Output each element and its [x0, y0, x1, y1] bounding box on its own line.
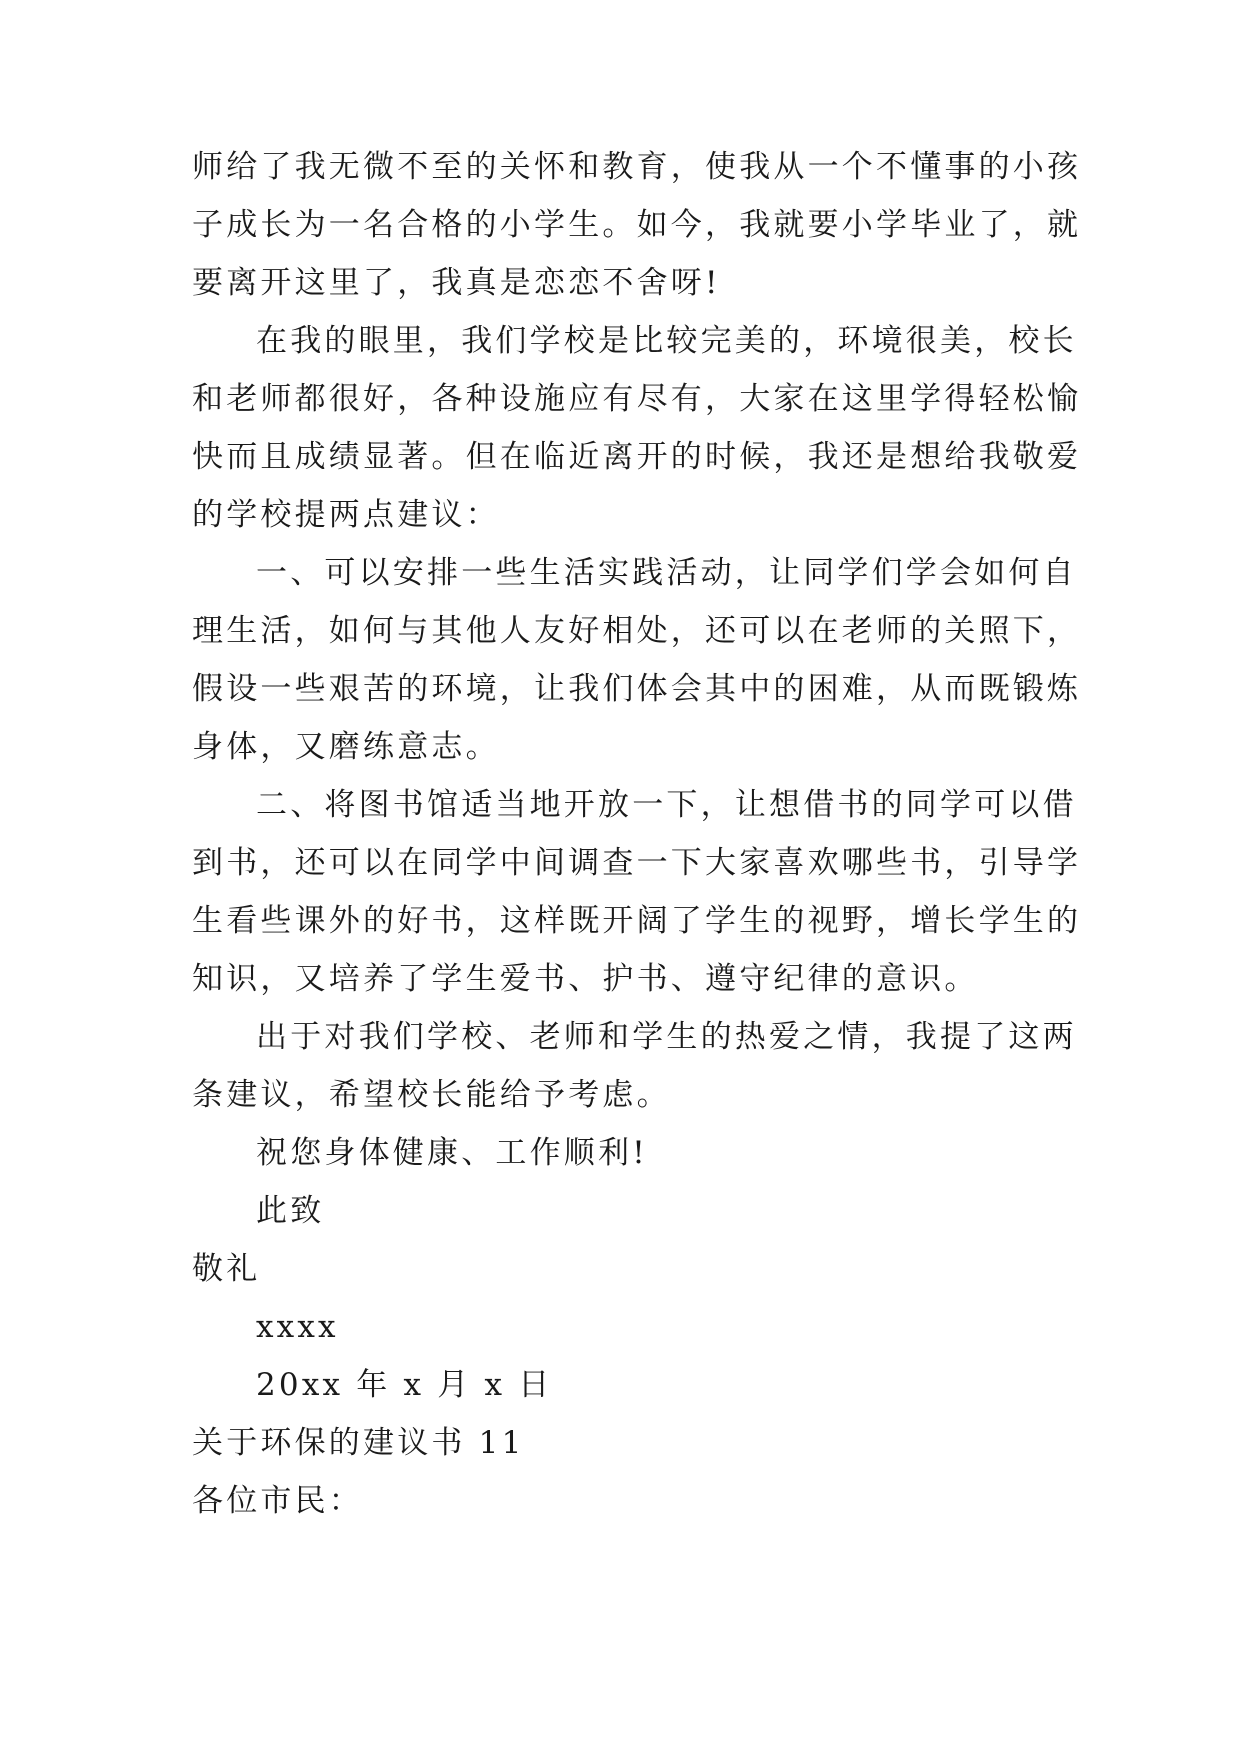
text-line: 生看些课外的好书，这样既开阔了学生的视野，增长学生的 — [192, 903, 1082, 939]
text-line: 假设一些艰苦的环境，让我们体会其中的困难，从而既锻炼 — [192, 671, 1082, 707]
text-line: 条建议，希望校长能给予考虑。 — [192, 1077, 671, 1113]
text-line: 知识，又培养了学生爱书、护书、遵守纪律的意识。 — [192, 961, 979, 997]
signature-date: 20xx 年 x 月 x 日 — [256, 1367, 553, 1403]
text-line: 快而且成绩显著。但在临近离开的时候，我还是想给我敬爱 — [192, 439, 1082, 475]
closing-respect: 敬礼 — [192, 1251, 261, 1287]
paragraph-start: 在我的眼里，我们学校是比较完美的，环境很美，校长 — [256, 323, 1077, 359]
text-line: 到书，还可以在同学中间调查一下大家喜欢哪些书，引导学 — [192, 845, 1082, 881]
paragraph-start: 一、可以安排一些生活实践活动，让同学们学会如何自 — [256, 555, 1077, 591]
section-title: 关于环保的建议书 11 — [192, 1425, 525, 1461]
signature-name: xxxx — [256, 1309, 339, 1345]
closing-salutation: 此致 — [256, 1193, 325, 1229]
text-line: 和老师都很好，各种设施应有尽有，大家在这里学得轻松愉 — [192, 381, 1082, 417]
text-line: 身体，又磨练意志。 — [192, 729, 500, 765]
text-line: 师给了我无微不至的关怀和教育，使我从一个不懂事的小孩 — [192, 149, 1082, 185]
text-line: 子成长为一名合格的小学生。如今，我就要小学毕业了，就 — [192, 207, 1082, 243]
text-line: 要离开这里了，我真是恋恋不舍呀! — [192, 265, 721, 301]
greeting: 各位市民： — [192, 1483, 363, 1519]
paragraph-start: 二、将图书馆适当地开放一下，让想借书的同学可以借 — [256, 787, 1077, 823]
text-line: 理生活，如何与其他人友好相处，还可以在老师的关照下， — [192, 613, 1082, 649]
closing-wish: 祝您身体健康、工作顺利! — [256, 1135, 648, 1171]
text-line: 的学校提两点建议： — [192, 497, 500, 533]
paragraph-start: 出于对我们学校、老师和学生的热爱之情，我提了这两 — [256, 1019, 1077, 1055]
